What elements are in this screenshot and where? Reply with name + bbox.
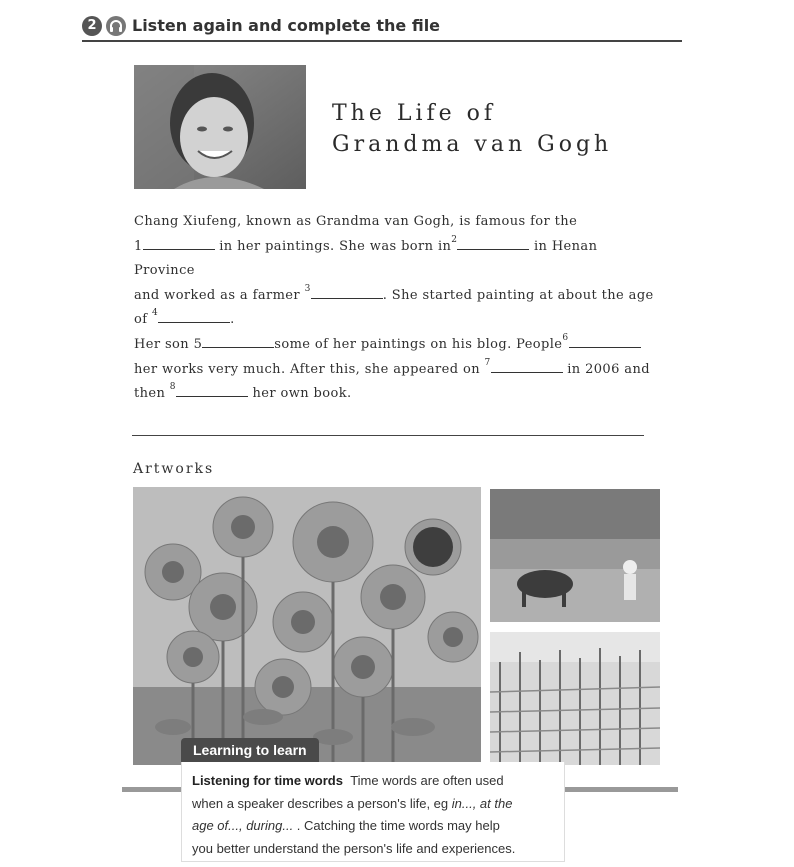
blank-4[interactable] [158, 310, 230, 323]
tip-heading: Listening for time words [192, 773, 343, 788]
blank-2[interactable] [457, 237, 529, 250]
blank-5[interactable] [202, 335, 274, 348]
title-line-2: Grandma van Gogh [332, 132, 613, 157]
blank-7[interactable] [491, 360, 563, 373]
artworks-label: Artworks [133, 461, 215, 477]
exercise-header [82, 14, 682, 42]
learning-tip-box: Listening for time words Time words are often used when a speaker describes a person's life, eg in..., at the age of..., during... . Catching the time words may help you better understand the person's life and experiences. [181, 762, 565, 862]
grandma-portrait-photo [134, 65, 306, 189]
blank-3[interactable] [311, 286, 383, 299]
blank-6[interactable] [569, 335, 641, 348]
blank-1[interactable] [143, 237, 215, 250]
article-title [332, 98, 612, 160]
learning-to-learn-tab: Learning to learn [181, 738, 319, 762]
title-line-1: The Life of [332, 101, 497, 126]
paragraph-2: Her son 5 some of her paintings on his blog. People$^6$ her works very much. After this, she appeared on $^7$ in 2006 and then $^8$ her own book. [134, 333, 650, 401]
header-divider [82, 40, 682, 42]
blank-8[interactable] [176, 384, 248, 397]
section-divider [132, 435, 644, 436]
cornfield-painting [490, 632, 660, 765]
paragraph-1: Chang Xiufeng, known as Grandma van Gogh, is famous for the 1 in her paintings. She was born $in^2$ in Henan Province and worked as a farmer $^3$ . She started painting at about the age of $^4$ . [134, 214, 654, 327]
sunflower-painting [133, 487, 481, 765]
step-number-badge: 2 [82, 16, 102, 36]
headphones-icon[interactable] [106, 16, 126, 36]
exercise-title: Listen again and complete the file [132, 16, 441, 35]
farming-painting [490, 489, 660, 622]
